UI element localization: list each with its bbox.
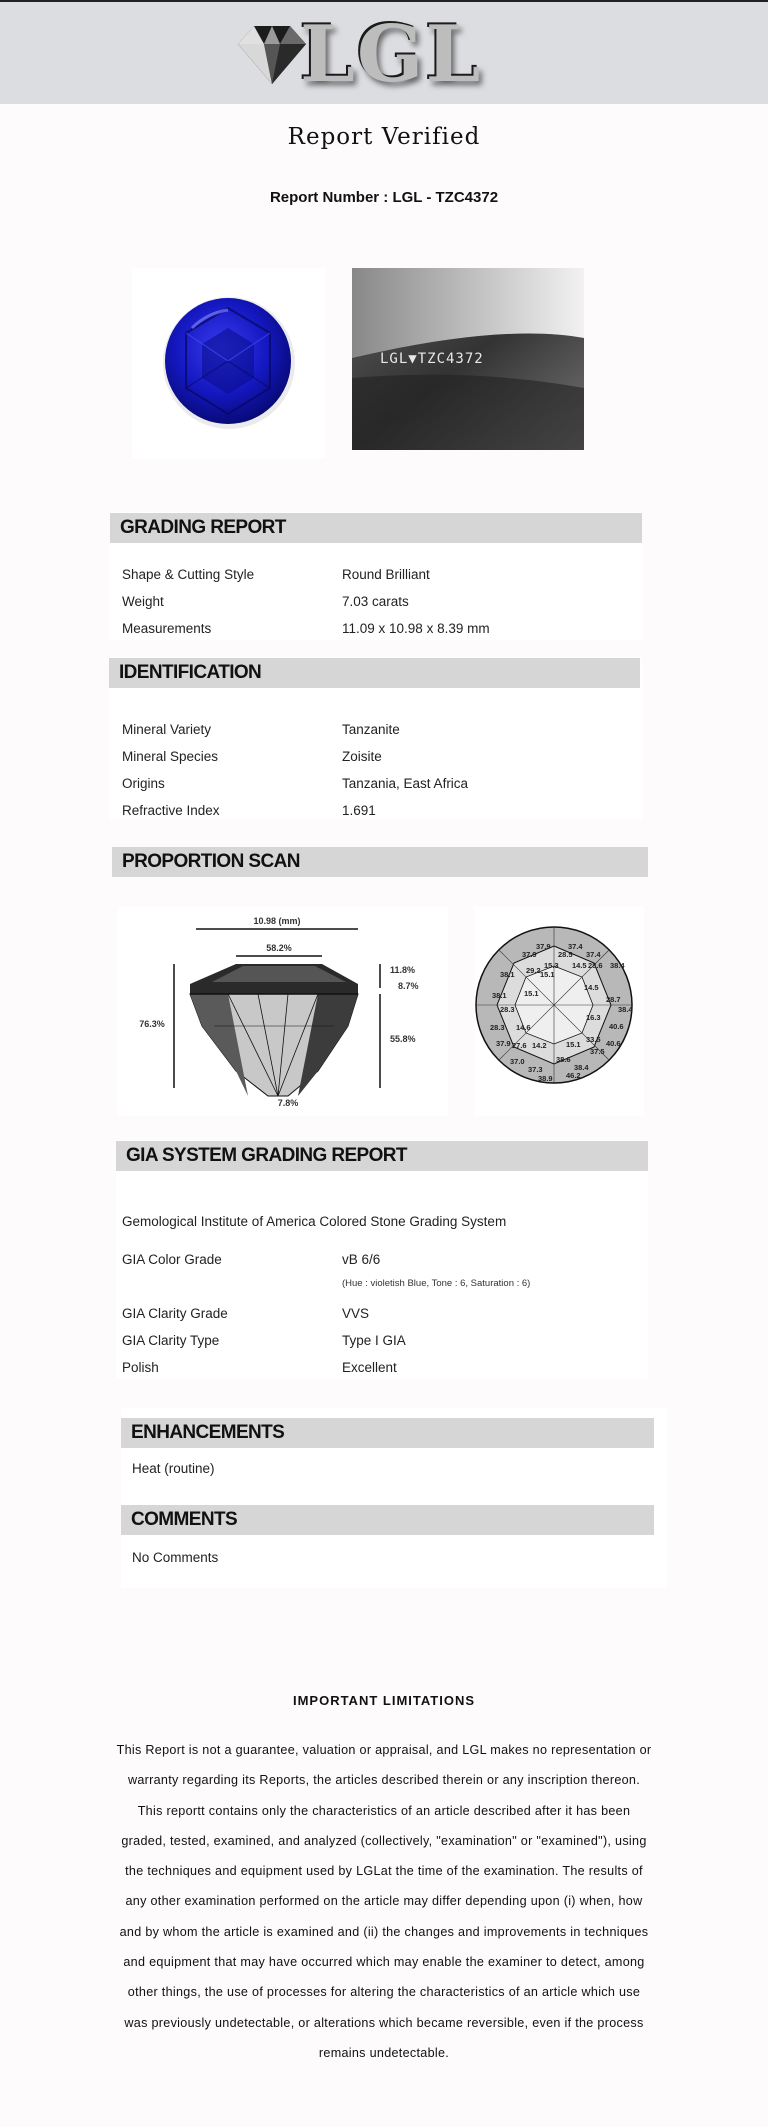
facet-value: 40.6 xyxy=(606,1039,621,1048)
comments-heading: COMMENTS xyxy=(121,1505,654,1535)
row-value: Type I GIA xyxy=(342,1333,406,1348)
enhancements-text: Heat (routine) xyxy=(132,1461,215,1476)
gemstone-image xyxy=(132,268,326,458)
facet-value: 14.2 xyxy=(532,1041,547,1050)
row-label: Measurements xyxy=(122,621,212,636)
facet-value: 14.6 xyxy=(516,1023,531,1032)
culet-pct-label: 7.8% xyxy=(277,1098,299,1108)
facet-value: 37.0 xyxy=(510,1057,525,1066)
facet-value: 37.9 xyxy=(536,942,551,951)
facet-value: 37.3 xyxy=(528,1065,543,1074)
table-pct-label: 58.2% xyxy=(266,943,292,953)
crown-pct-label: 11.8% xyxy=(390,965,416,975)
row-value: 7.03 carats xyxy=(342,594,409,609)
report-number: Report Number : LGL - TZC4372 xyxy=(269,189,499,206)
facet-value: 37.4 xyxy=(586,950,601,959)
facet-value: 40.6 xyxy=(609,1022,624,1031)
facet-value: 37.5 xyxy=(590,1047,605,1056)
gem-photo xyxy=(132,268,326,458)
facet-value: 37.9 xyxy=(496,1039,511,1048)
profile-diagram xyxy=(118,906,448,1116)
proportion-scan-heading: PROPORTION SCAN xyxy=(112,847,648,877)
pavilion-pct-label: 55.8% xyxy=(390,1034,416,1044)
facet-value: 15.3 xyxy=(544,961,559,970)
diameter-label: 10.98 (mm) xyxy=(253,916,301,926)
logo-text: LGL xyxy=(300,9,483,100)
limitations-body: This Report is not a guarantee, valuation or appraisal, and LGL makes no representation or warranty regarding its Reports, the articles described therein or any inscription thereon. This reportt contains only the characteristics of an article described after it has been graded, tested, examined, and analyzed (collectively, "examination" or "examined"), using the techniques and equipment used by LGLat the time of the examination. The results of any other examination performed on the article may differ depending upon (i) when, how and by whom the article is examined and (ii) the changes and improvements in techniques and equipment that may have occurred which may enable the examiner to detect, among other things, the use of processes for altering the characteristics of an article which use was previously undetectable, or alterations which became reversible, even if the process remains undetectable. xyxy=(116,1743,652,2060)
site-header xyxy=(0,0,768,104)
facet-value: 38.6 xyxy=(556,1055,571,1064)
row-value: Round Brilliant xyxy=(342,567,430,582)
comments-text: No Comments xyxy=(132,1550,219,1565)
row-label: Origins xyxy=(122,776,165,791)
row-label: Shape & Cutting Style xyxy=(122,567,255,582)
facet-value: 28.5 xyxy=(558,950,573,959)
row-value: Tanzanite xyxy=(342,722,400,737)
facet-value: 27.6 xyxy=(512,1041,527,1050)
gia-intro: Gemological Institute of America Colored Stone Grading System xyxy=(122,1214,507,1229)
row-label: Mineral Variety xyxy=(122,722,212,737)
facet-value: 28.3 xyxy=(490,1023,505,1032)
facet-value: 38.9 xyxy=(538,1074,553,1083)
facet-value: 28.7 xyxy=(606,995,621,1004)
row-value: VVS xyxy=(342,1306,370,1321)
facet-value: 38.4 xyxy=(618,1005,633,1014)
page-title: Report Verified xyxy=(287,124,481,150)
inscription-text: LGL▼TZC4372 xyxy=(380,351,484,367)
limitations-heading: IMPORTANT LIMITATIONS xyxy=(292,1693,476,1708)
identification-heading: IDENTIFICATION xyxy=(109,658,640,688)
row-label: Polish xyxy=(122,1360,159,1375)
row-value: Tanzania, East Africa xyxy=(342,776,469,791)
inscription-photo xyxy=(352,268,584,450)
girdle-pct-label: 8.7% xyxy=(398,981,419,991)
gia-system-heading: GIA SYSTEM GRADING REPORT xyxy=(116,1141,648,1171)
row-value: 1.691 xyxy=(342,803,376,818)
row-value: 11.09 x 10.98 x 8.39 mm xyxy=(342,621,490,636)
row-label: GIA Clarity Grade xyxy=(122,1306,228,1321)
row-value: Excellent xyxy=(342,1360,397,1375)
grading-report-heading: GRADING REPORT xyxy=(110,513,642,543)
facet-value: 29.2 xyxy=(526,966,541,975)
row-label: Weight xyxy=(122,594,164,609)
enhancements-heading: ENHANCEMENTS xyxy=(121,1418,654,1448)
row-value: Zoisite xyxy=(342,749,382,764)
row-label: GIA Clarity Type xyxy=(122,1333,220,1348)
facet-value: 37.4 xyxy=(568,942,583,951)
facet-value: 37.9 xyxy=(522,950,537,959)
facet-value: 14.5 xyxy=(572,961,587,970)
facet-value: 15.1 xyxy=(540,970,555,979)
facet-value: 16.3 xyxy=(586,1013,601,1022)
diamond-logo-icon xyxy=(234,22,310,86)
row-label: Refractive Index xyxy=(122,803,220,818)
row-label: Mineral Species xyxy=(122,749,219,764)
facet-value: 28.6 xyxy=(588,961,603,970)
row-label: GIA Color Grade xyxy=(122,1252,222,1267)
facet-value: 15.1 xyxy=(566,1040,581,1049)
facet-value: 38.1 xyxy=(492,991,507,1000)
facet-value: 15.1 xyxy=(524,989,539,998)
top-view-diagram xyxy=(474,906,644,1116)
facet-value: 38.4 xyxy=(610,961,625,970)
total-depth-label: 76.3% xyxy=(139,1019,165,1029)
facet-value: 33.5 xyxy=(586,1035,601,1044)
color-grade-note: (Hue : violetish Blue, Tone : 6, Saturation : 6) xyxy=(342,1278,531,1289)
facet-value: 14.5 xyxy=(584,983,599,992)
facet-value: 38.4 xyxy=(574,1063,589,1072)
row-value: vB 6/6 xyxy=(342,1252,381,1267)
facet-value: 46.2 xyxy=(566,1071,581,1080)
facet-value: 28.3 xyxy=(500,1005,515,1014)
facet-value: 38.1 xyxy=(500,970,515,979)
